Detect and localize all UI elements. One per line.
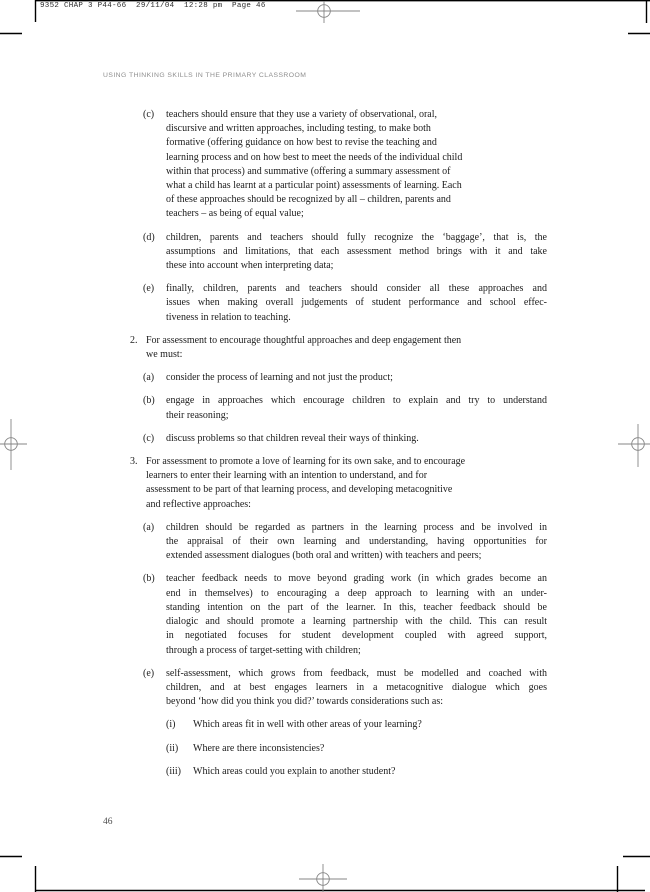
text-line: formative (offering guidance on how best to revise the teaching and (166, 137, 437, 149)
text-line: For assessment to encourage thoughtful approaches and deep engagement then (146, 334, 462, 346)
list-item (130, 742, 547, 756)
item-lines (146, 455, 547, 512)
text-line: Which areas fit in well with other areas of your learning? (193, 719, 422, 731)
item-label: (i) (166, 719, 176, 731)
item-lines (166, 282, 547, 325)
text-line: teacher feedback needs to move beyond grading work (in which grades become an (166, 573, 547, 585)
item-lines (166, 572, 547, 657)
page-body-text (130, 108, 547, 788)
item-lines (166, 371, 547, 385)
running-header: USING THINKING SKILLS IN THE PRIMARY CLASSROOM (103, 72, 307, 79)
text-line: finally, children, parents and teachers should consider all these approaches and (166, 283, 547, 295)
text-line: learning process and on how best to meet the needs of the individual child (166, 151, 463, 163)
text-line: what a child has learnt at a particular point) assessments of learning. Each (166, 180, 462, 192)
list-item (130, 394, 547, 422)
item-lines (193, 742, 547, 756)
registration-mark-top-center (296, 1, 360, 23)
text-line: through a process of target-setting with children; (166, 644, 361, 656)
text-line: and reflective approaches: (146, 498, 251, 510)
text-line: beyond ‘how did you think you did?’ towards considerations such as: (166, 696, 443, 708)
text-line: children, parents and teachers should fully recognize the ‘baggage’, that is, the (166, 231, 547, 243)
text-line: in negotiated focuses for student development coupled with agreed support, (166, 630, 547, 642)
item-label: (a) (143, 521, 155, 533)
item-lines (166, 394, 547, 422)
item-lines (193, 765, 547, 779)
text-line: discuss problems so that children reveal their ways of thinking. (166, 432, 419, 444)
text-line: assessment to be part of that learning process, and developing metacognitive (146, 484, 453, 496)
text-line: self-assessment, which grows from feedback, must be modelled and coached with (166, 667, 547, 679)
item-lines (146, 334, 547, 362)
item-label: (c) (143, 109, 155, 120)
text-line: Which areas could you explain to another student? (193, 765, 396, 777)
registration-mark-bottom-center (299, 864, 347, 892)
item-label: (ii) (166, 742, 179, 754)
text-line: the appraisal of their own learning and understanding, having opportunities for (166, 536, 547, 548)
text-line: end in themselves) to encouraging a deep approach to learning with an under- (166, 587, 547, 599)
text-line: learners to enter their learning with an intention to understand, and for (146, 470, 428, 482)
item-label: (d) (143, 231, 155, 243)
list-item (130, 371, 547, 385)
item-label: (iii) (166, 765, 181, 777)
item-label: (e) (143, 667, 155, 679)
item-lines (193, 718, 547, 732)
text-line: discursive and written approaches, including testing, to make both (166, 123, 431, 135)
text-line: assumptions and limitations, that each assessment method brings with it and take (166, 245, 547, 257)
text-line: Where are there inconsistencies? (193, 742, 325, 754)
item-lines (166, 108, 547, 222)
item-label: (a) (143, 372, 155, 384)
printer-slug: 9352 CHAP 3 P44-66 29/11/04 12:28 pm Page 46 (40, 2, 266, 10)
page-number: 46 (103, 817, 113, 827)
item-label: (e) (143, 283, 155, 295)
list-item (130, 521, 547, 564)
list-item (130, 432, 547, 446)
list-item (130, 334, 547, 362)
registration-mark-right-middle (618, 424, 650, 467)
item-label: (b) (143, 395, 155, 407)
registration-mark-left-middle (0, 419, 27, 470)
list-item (130, 231, 547, 274)
text-line: teachers – as being of equal value; (166, 208, 304, 220)
text-line: consider the process of learning and not just the product; (166, 372, 393, 384)
list-item (130, 455, 547, 512)
item-label: 2. (130, 334, 138, 346)
item-label: 3. (130, 456, 138, 468)
list-item (130, 572, 547, 657)
text-line: engage in approaches which encourage children to explain and try to understand (166, 395, 547, 407)
list-item (130, 108, 547, 222)
item-lines (166, 432, 547, 446)
text-line: dialogic and should promote a learning partnership with the child. This can result (166, 616, 547, 628)
text-line: their reasoning; (166, 409, 229, 421)
text-line: For assessment to promote a love of learning for its own sake, and to encourage (146, 456, 466, 468)
item-lines (166, 521, 547, 564)
item-label: (c) (143, 432, 155, 444)
text-line: extended assessment dialogues (both oral and written) with teachers and peers; (166, 550, 482, 562)
list-item (130, 667, 547, 710)
list-item (130, 718, 547, 732)
text-line: children, and at best engages learners in a metacognitive dialogue which goes (166, 681, 547, 693)
text-line: of these approaches should be recognized by all – children, parents and (166, 194, 451, 206)
content-items (130, 108, 547, 779)
list-item (130, 765, 547, 779)
text-line: we must: (146, 349, 183, 361)
text-line: these into account when interpreting data; (166, 260, 334, 272)
text-line: standing intention on the part of the learner. In this, teacher feedback should be (166, 601, 547, 613)
item-label: (b) (143, 573, 155, 585)
item-lines (166, 231, 547, 274)
text-line: teachers should ensure that they use a variety of observational, oral, (166, 109, 438, 120)
text-line: children should be regarded as partners in the learning process and be involved in (166, 521, 547, 533)
text-line: tiveness in relation to teaching. (166, 311, 291, 323)
text-line: issues when making overall judgements of student performance and school effec- (166, 297, 547, 309)
item-lines (166, 667, 547, 710)
text-line: within that process) and summative (offering a summary assessment of (166, 165, 451, 177)
list-item (130, 282, 547, 325)
